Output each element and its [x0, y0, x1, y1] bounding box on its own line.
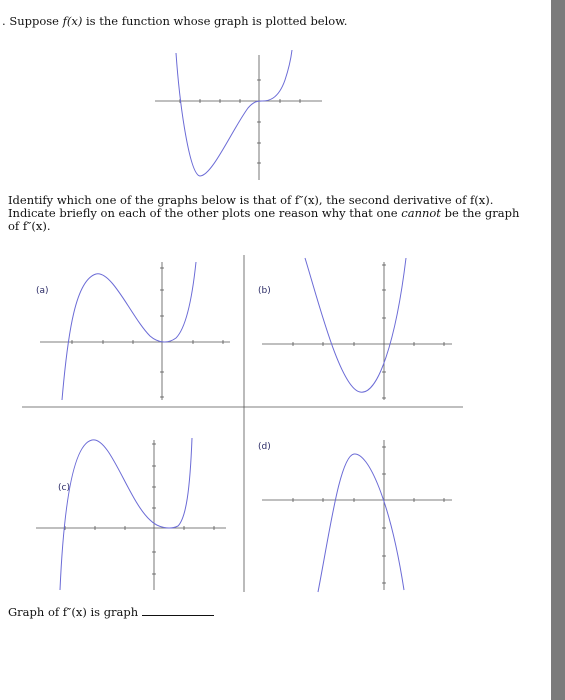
question-line-2: Indicate briefly on each of the other plots one reason why that one cannot be the graph — [8, 206, 520, 220]
intro-bullet: . — [2, 14, 6, 28]
emphasis-cannot: cannot — [401, 206, 441, 220]
intro-fx: f(x) — [62, 14, 83, 28]
plot-c-curve — [60, 438, 192, 590]
question-line-3: of f″(x). — [8, 219, 51, 233]
intro-suffix: is the function whose graph is plotted below. — [82, 14, 348, 28]
graph-f-ticks — [180, 80, 300, 163]
plot-c-label: (c) — [58, 483, 70, 493]
plot-b — [258, 258, 452, 400]
plot-c — [36, 438, 226, 590]
plot-d-label: (d) — [258, 442, 271, 452]
graph-f — [155, 50, 322, 180]
plot-d-curve — [318, 454, 404, 592]
question-line-1: Identify which one of the graphs below is that of f″(x), the second derivative of f(x). — [8, 193, 494, 207]
plot-a — [36, 262, 230, 400]
intro-prefix: Suppose — [9, 14, 63, 28]
answer-prefix: Graph of f″(x) is graph — [8, 605, 139, 619]
plot-a-label: (a) — [36, 286, 49, 296]
plot-b-label: (b) — [258, 286, 271, 296]
plot-a-curve — [62, 262, 196, 400]
plot-d — [258, 440, 452, 592]
plot-b-curve — [305, 258, 406, 392]
graph-f-curve — [176, 50, 292, 176]
